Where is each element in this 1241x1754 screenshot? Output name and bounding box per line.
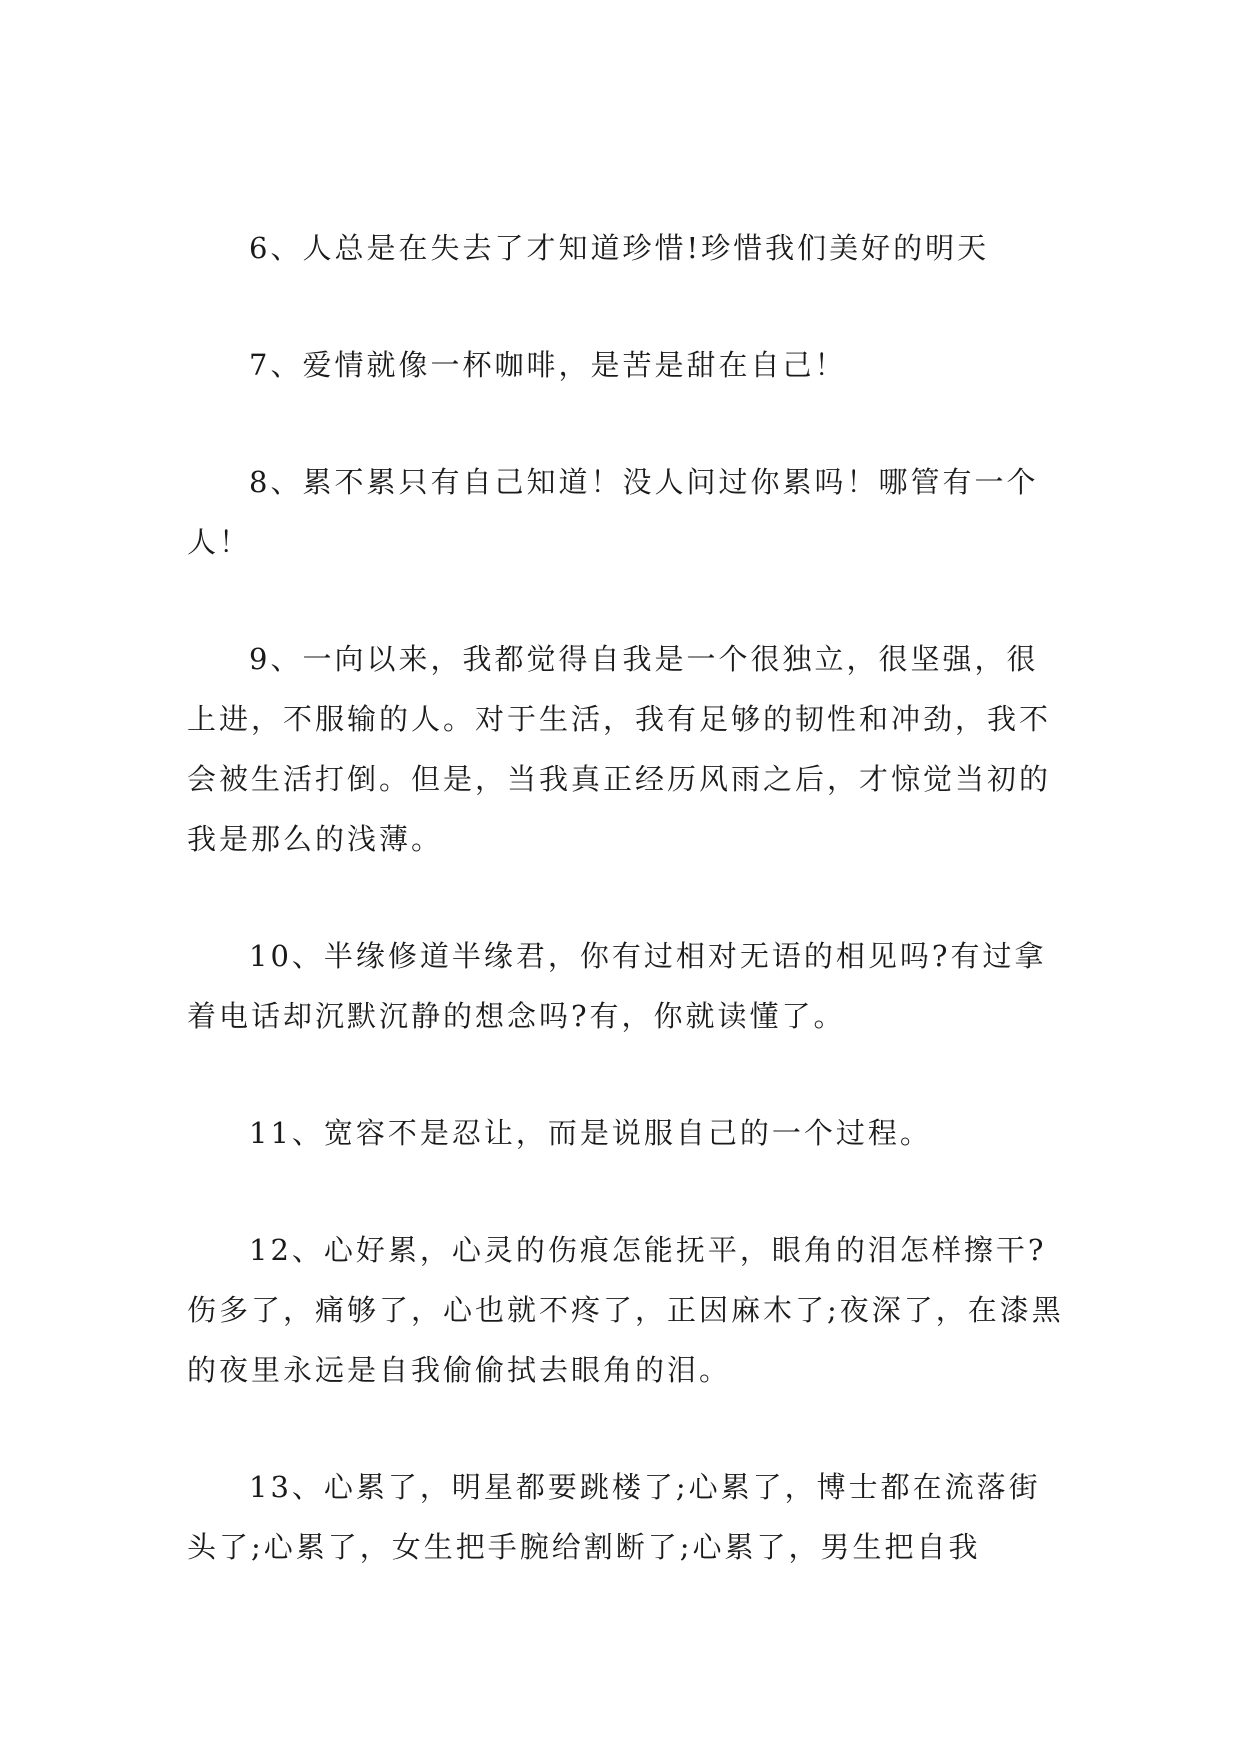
paragraph-11: 11、宽容不是忍让，而是说服自己的一个过程。 xyxy=(249,1116,932,1150)
document-body xyxy=(187,218,1067,1634)
paragraph-12: 12、心好累，心灵的伤痕怎能抚平，眼角的泪怎样擦干?伤多了，痛够了，心也就不疼了，正因麻木了;夜深了，在漆黑的夜里永远是自我偷偷拭去眼角的泪。 xyxy=(187,1233,1064,1387)
paragraph-9: 9、一向以来，我都觉得自我是一个很独立，很坚强，很上进，不服输的人。对于生活，我有足够的韧性和冲劲，我不会被生活打倒。但是，当我真正经历风雨之后，才惊觉当初的我是那么的浅薄。 xyxy=(187,642,1052,856)
paragraph-13: 13、心累了，明星都要跳楼了;心累了，博士都在流落街头了;心累了，女生把手腕给割断了;心累了，男生把自我 xyxy=(187,1470,1041,1564)
paragraph-8: 8、累不累只有自己知道！没人问过你累吗！哪管有一个人！ xyxy=(187,465,1039,559)
paragraph-7: 7、爱情就像一杯咖啡，是苦是甜在自己！ xyxy=(249,348,847,382)
paragraph-10: 10、半缘修道半缘君，你有过相对无语的相见吗?有过拿着电话却沉默沉静的想念吗?有，你就读懂了。 xyxy=(187,939,1047,1033)
paragraph-6: 6、人总是在失去了才知道珍惜!珍惜我们美好的明天 xyxy=(249,231,990,265)
